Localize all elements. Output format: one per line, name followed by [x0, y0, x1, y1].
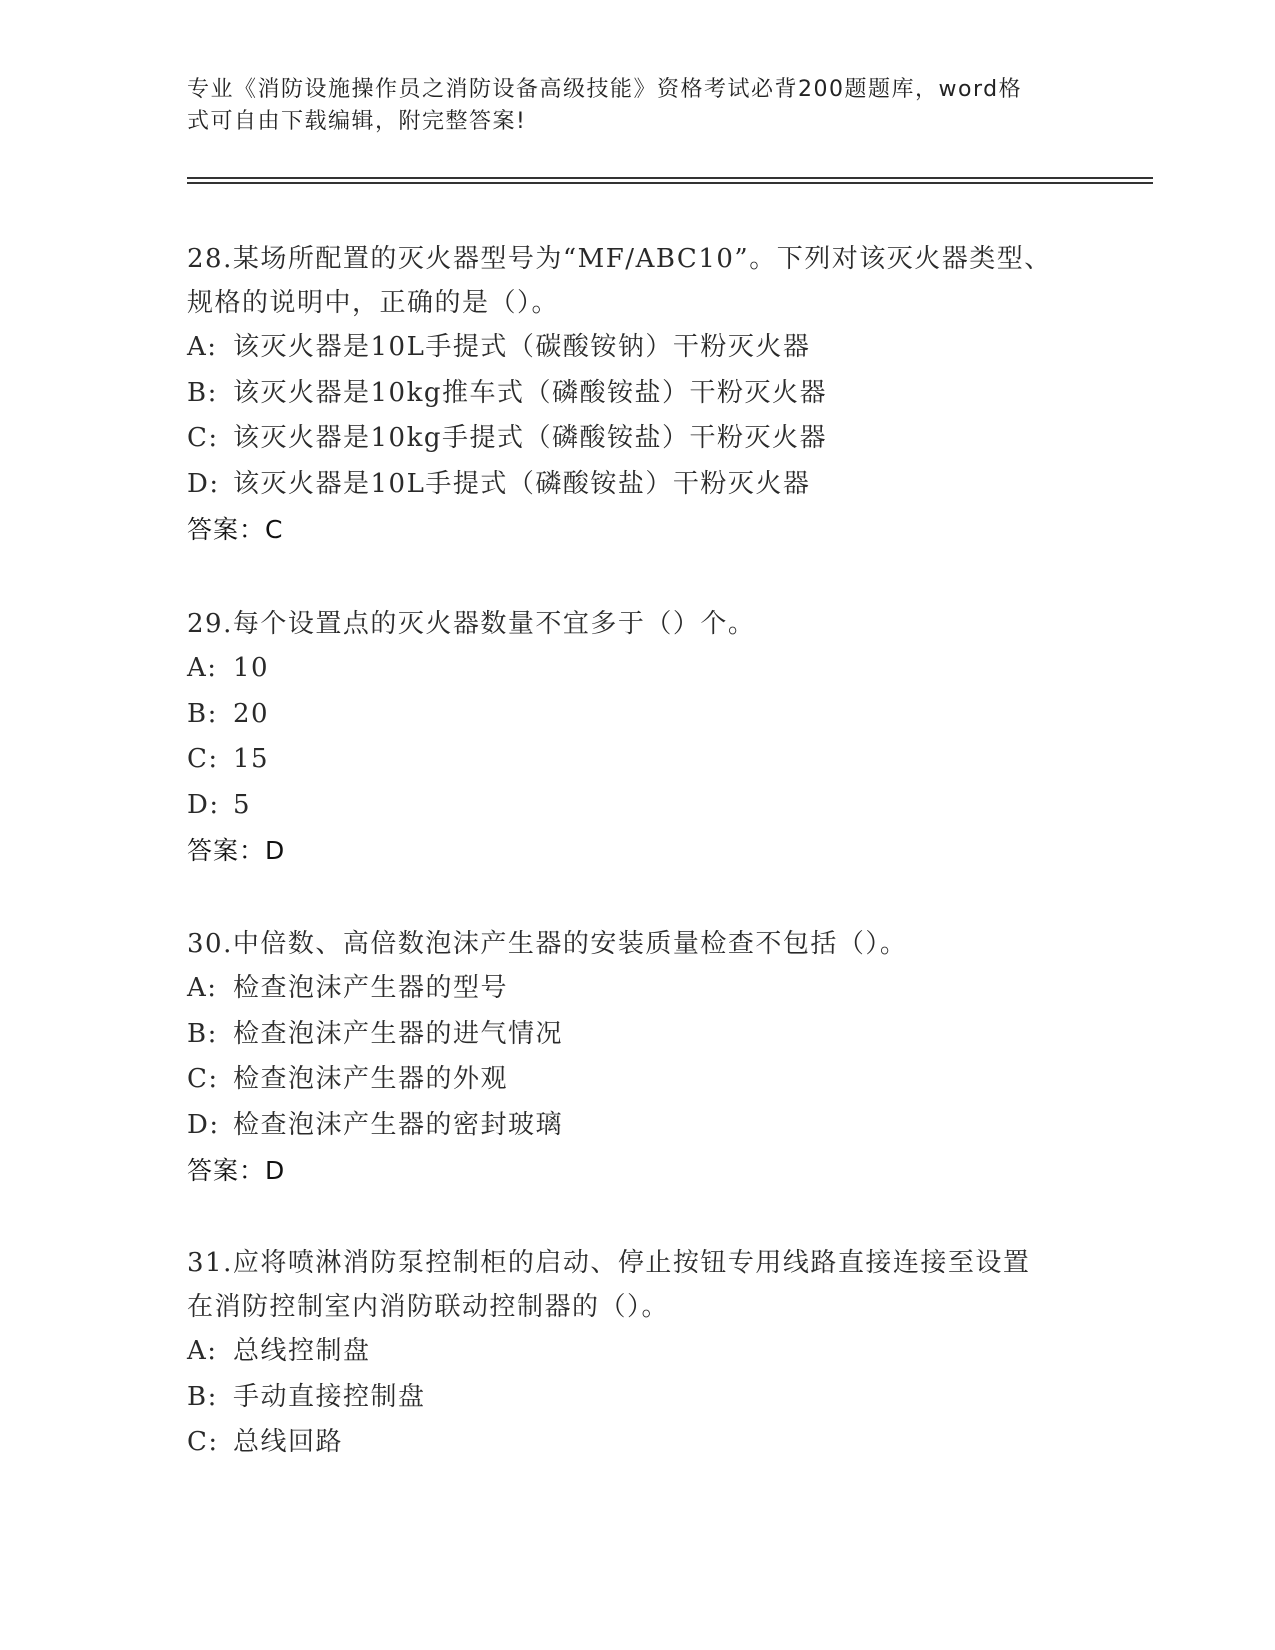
- option-c: [187, 416, 1087, 462]
- option-letter: B:: [187, 1018, 218, 1049]
- answer-label: 答案：D: [187, 836, 286, 865]
- option-letter: A:: [187, 1336, 218, 1366]
- question-stem-line: 28.某场所配置的灭火器型号为“MF/ABC10”。下列对该灭火器类型、: [187, 244, 1052, 274]
- header-divider-top: [187, 177, 1153, 179]
- option-d: [187, 783, 1087, 829]
- header-line-2: 式可自由下载编辑，附完整答案!: [187, 109, 527, 134]
- option-b: [187, 1012, 1087, 1058]
- option-text: 15: [233, 744, 270, 774]
- option-text: 该灭火器是10L手提式（碳酸铵钠）干粉灭火器: [233, 332, 811, 362]
- option-text: 该灭火器是10L手提式（磷酸铵盐）干粉灭火器: [233, 468, 811, 499]
- option-letter: C:: [187, 423, 219, 453]
- option-letter: A:: [187, 653, 218, 683]
- option-c: [187, 1057, 1087, 1103]
- question-30: [187, 922, 1087, 1194]
- option-b: [187, 692, 1087, 738]
- option-text: 检查泡沫产生器的外观: [233, 1064, 509, 1094]
- question-29: [187, 602, 1087, 874]
- header-line-1: 专业《消防设施操作员之消防设备高级技能》资格考试必背200题题库，word格: [187, 77, 1023, 102]
- option-text: 总线控制盘: [233, 1336, 371, 1366]
- option-text: 5: [233, 789, 252, 820]
- option-text: 检查泡沫产生器的进气情况: [233, 1018, 564, 1049]
- question-31: [187, 1241, 1087, 1466]
- question-stem-line: 规格的说明中，正确的是（）。: [187, 288, 560, 318]
- option-text: 手动直接控制盘: [233, 1381, 426, 1412]
- option-a: [187, 966, 1087, 1012]
- option-letter: B:: [187, 698, 218, 729]
- option-letter: C:: [187, 1427, 219, 1457]
- header-divider-bottom: [187, 182, 1153, 184]
- option-a: [187, 1329, 1087, 1375]
- option-text: 该灭火器是10kg推车式（磷酸铵盐）干粉灭火器: [233, 377, 827, 408]
- option-text: 该灭火器是10kg手提式（磷酸铵盐）干粉灭火器: [233, 423, 827, 453]
- option-text: 20: [233, 698, 270, 729]
- option-letter: B:: [187, 1381, 218, 1412]
- option-letter: A:: [187, 973, 218, 1003]
- option-b: [187, 371, 1087, 417]
- option-text: 总线回路: [233, 1427, 344, 1457]
- option-letter: C:: [187, 744, 219, 774]
- option-c: [187, 1420, 1087, 1466]
- answer-label: 答案：C: [187, 515, 284, 544]
- question-stem-line: 31.应将喷淋消防泵控制柜的启动、停止按钮专用线路直接连接至设置: [187, 1248, 1031, 1278]
- question-28: [187, 237, 1087, 553]
- option-letter: B:: [187, 377, 218, 408]
- option-a: [187, 646, 1087, 692]
- option-c: [187, 737, 1087, 783]
- option-text: 10: [233, 653, 270, 683]
- option-letter: D:: [187, 1109, 220, 1140]
- option-d: [187, 462, 1087, 508]
- question-stem-line: 29.每个设置点的灭火器数量不宜多于（）个。: [187, 609, 756, 639]
- document-header: [187, 74, 1067, 138]
- option-letter: A:: [187, 332, 218, 362]
- option-a: [187, 325, 1087, 371]
- option-letter: D:: [187, 789, 220, 820]
- option-d: [187, 1103, 1087, 1149]
- option-text: 检查泡沫产生器的密封玻璃: [233, 1109, 564, 1140]
- option-text: 检查泡沫产生器的型号: [233, 973, 509, 1003]
- question-stem-line: 30.中倍数、高倍数泡沫产生器的安装质量检查不包括（）。: [187, 929, 908, 959]
- option-letter: D:: [187, 468, 220, 499]
- answer-label: 答案：D: [187, 1156, 286, 1185]
- option-b: [187, 1375, 1087, 1421]
- option-letter: C:: [187, 1064, 219, 1094]
- question-stem-line: 在消防控制室内消防联动控制器的（）。: [187, 1292, 670, 1322]
